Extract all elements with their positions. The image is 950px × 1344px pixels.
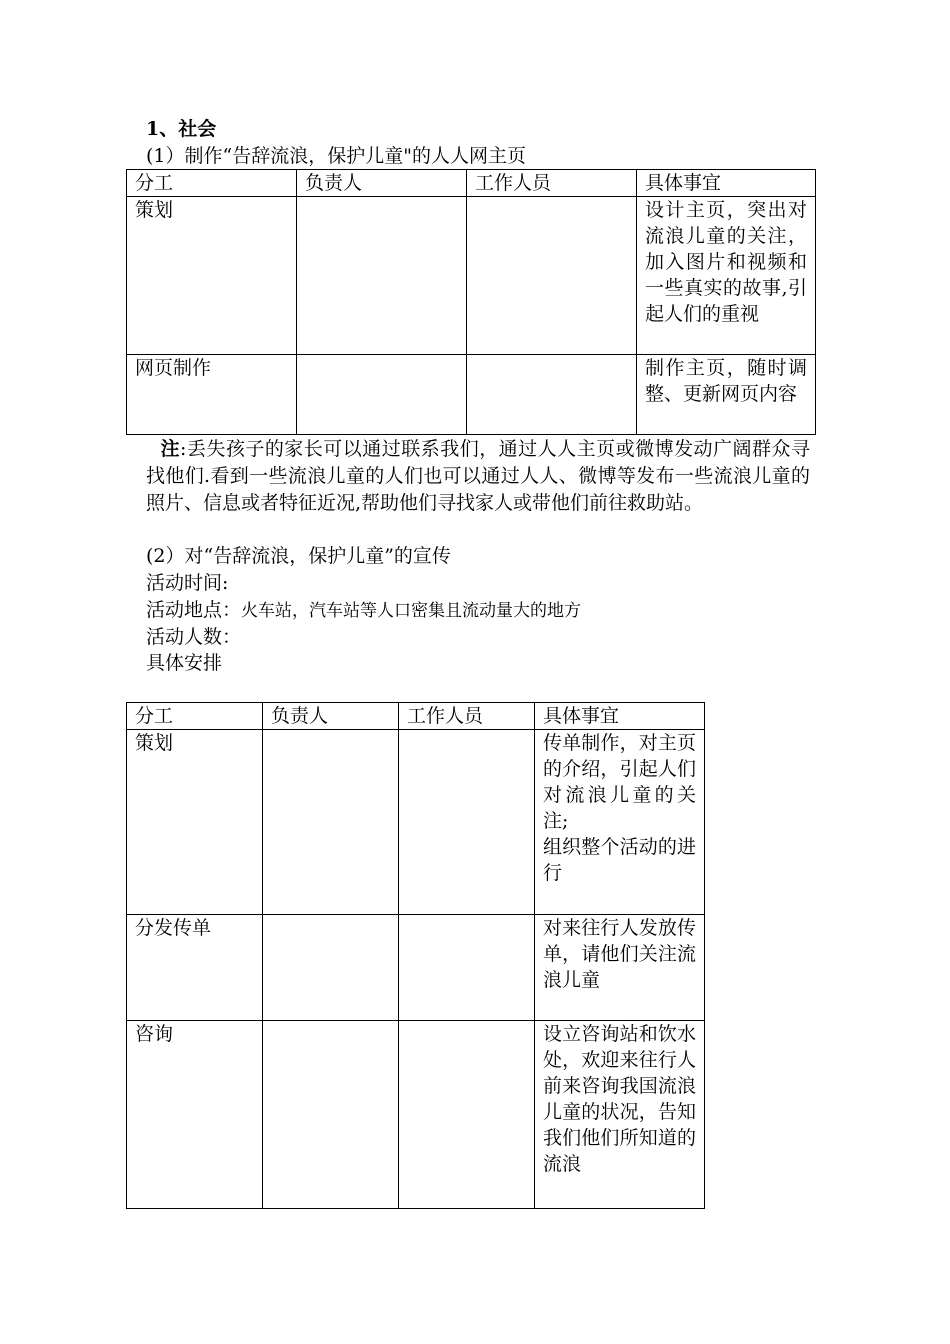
activity-count-label: 活动人数： (146, 626, 242, 648)
table-row (127, 355, 816, 435)
activity-place-value: 火车站，汽车站等人口密集且流动量大的地方 (241, 601, 582, 621)
details-cell: 设立咨询站和饮水处，欢迎来往行人前来咨询我国流浪儿童的状况，告知我们他们所知道的流浪 (535, 1021, 705, 1209)
activity-place (146, 597, 581, 624)
header-cell: 工作人员 (399, 703, 535, 730)
details-cell: 对来往行人发放传单，请他们关注流浪儿童 (535, 915, 705, 1021)
table-header-row (127, 703, 705, 730)
role-cell: 分发传单 (127, 915, 263, 1021)
staff-cell (399, 730, 535, 915)
part2-table (126, 702, 705, 1209)
note-label: 注 (160, 438, 180, 460)
table-row (127, 915, 705, 1021)
part2-title: (2）对“告辞流浪，保护儿童”的宣传 (146, 545, 451, 567)
lead-cell (297, 197, 467, 355)
header-cell: 负责人 (297, 170, 467, 197)
details-cell: 设计主页，突出对流浪儿童的关注，加入图片和视频和一些真实的故事,引起人们的重视 (637, 197, 816, 355)
staff-cell (399, 915, 535, 1021)
header-cell: 具体事宜 (535, 703, 705, 730)
table-header-row (127, 170, 816, 197)
table-row (127, 1021, 705, 1209)
header-cell: 分工 (127, 170, 297, 197)
part1-table (126, 169, 816, 435)
part1-title: (1）制作“告辞流浪，保护儿童"的人人网主页 (146, 145, 526, 167)
role-cell: 咨询 (127, 1021, 263, 1209)
lead-cell (263, 1021, 399, 1209)
arrangement-label: 具体安排 (146, 652, 223, 674)
role-cell: 网页制作 (127, 355, 297, 435)
role-cell: 策划 (127, 730, 263, 915)
staff-cell (399, 1021, 535, 1209)
header-cell: 具体事宜 (637, 170, 816, 197)
details-text: 传单制作，对主页的介绍，引起人们对流浪儿童的关注; (543, 732, 696, 832)
details-cell: 制作主页，随时调整、更新网页内容 (637, 355, 816, 435)
activity-time-label: 活动时间: (146, 572, 229, 594)
header-cell: 工作人员 (467, 170, 637, 197)
table-row (127, 197, 816, 355)
header-cell: 负责人 (263, 703, 399, 730)
staff-cell (467, 197, 637, 355)
section-heading: 1、社会 (146, 118, 217, 140)
activity-place-label: 活动地点： (146, 599, 242, 621)
lead-cell (297, 355, 467, 435)
staff-cell (467, 355, 637, 435)
note-text: :丢失孩子的家长可以通过联系我们，通过人人主页或微博发动广阔群众寻找他们.看到一些流浪儿童的人们也可以通过人人、微博等发布一些流浪儿童的照片、信息或者特征近况,帮助他们寻找家人或带他们前往救助站。 (146, 438, 810, 514)
role-cell: 策划 (127, 197, 297, 355)
header-cell: 分工 (127, 703, 263, 730)
lead-cell (263, 730, 399, 915)
note-paragraph (146, 436, 810, 517)
details-cell (535, 730, 705, 915)
details-text-2: 组织整个活动的进行 (543, 836, 696, 884)
lead-cell (263, 915, 399, 1021)
table-row (127, 730, 705, 915)
